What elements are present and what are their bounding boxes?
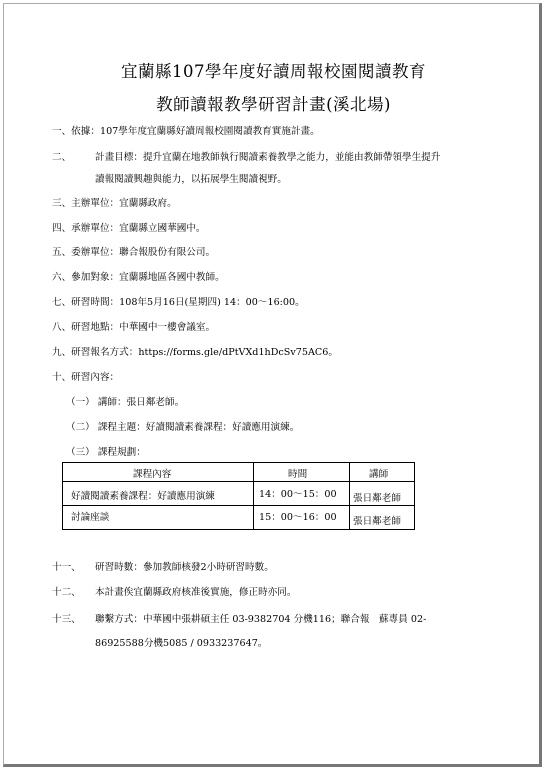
item-approval-number: 十二、 [52, 587, 81, 598]
table-cell-lecturer: 張日鄰老師 [353, 493, 401, 504]
schedule-table [62, 462, 415, 530]
subitem-topic: （二） 課程主題：好讀閱讀素養課程：好讀應用演練。 [66, 422, 300, 433]
table-cell-content: 討論座談 [71, 512, 110, 523]
item-approval-text: 本計畫俟宜蘭縣政府核准後實施，修正時亦同。 [95, 587, 297, 598]
page-border [3, 3, 542, 767]
item-hours-text: 研習時數：參加教師核發2小時研習時數。 [95, 562, 274, 573]
item-host: 四、承辦單位：宜蘭縣立國華國中。 [52, 223, 206, 234]
table-header-time: 時間 [288, 469, 308, 480]
table-header-content: 課程內容 [133, 469, 172, 480]
item-contact-text: 聯繫方式：中華國中張耕碩主任 03-9382704 分機116；聯合報 蘇專員 02- [95, 614, 427, 625]
item-goal-text: 計畫目標：提升宜蘭在地教師執行閱讀素養教學之能力，並能由教師帶領學生提升 [95, 152, 441, 163]
item-contact-continuation: 86925588分機5085 / 0933237647。 [95, 638, 268, 649]
table-divider [349, 463, 350, 529]
table-divider [63, 505, 414, 506]
table-cell-time: 15：00～16：00 [259, 512, 337, 523]
table-header-lecturer: 講師 [369, 469, 389, 480]
table-cell-lecturer: 張日鄰老師 [353, 516, 401, 527]
item-organizer: 三、主辦單位：宜蘭縣政府。 [52, 198, 177, 209]
item-content: 十、研習內容： [52, 372, 120, 383]
table-divider [253, 463, 254, 529]
table-divider [63, 481, 414, 482]
item-goal-continuation: 讀報閱讀興趣與能力，以拓展學生閱讀視野。 [95, 174, 287, 185]
table-cell-content: 好讀閱讀素養課程：好讀應用演練 [71, 491, 215, 502]
item-commissioner: 五、委辦單位：聯合報股份有限公司。 [52, 247, 216, 258]
item-time: 七、研習時間：108年5月16日(星期四) 14：00～16:00。 [52, 297, 305, 308]
item-basis: 一、依據：107學年度宜蘭縣好讀周報校園閱讀教育實施計畫。 [52, 126, 320, 137]
table-cell-time: 14：00～15：00 [259, 489, 337, 500]
subitem-lecturer: （一） 講師：張日鄰老師。 [66, 397, 185, 408]
item-registration: 九、研習報名方式：https://forms.gle/dPtVXd1hDcSv75AC6。 [52, 347, 338, 358]
item-contact-number: 十三、 [52, 614, 81, 625]
item-participants: 六、參加對象：宜蘭縣地區各國中教師。 [52, 272, 225, 283]
subitem-plan: （三） 課程規劃： [66, 447, 146, 458]
item-location: 八、研習地點：中華國中一樓會議室。 [52, 322, 216, 333]
item-hours-number: 十一、 [52, 562, 81, 573]
document-title-line-2: 教師讀報教學研習計畫(溪北場) [156, 95, 391, 114]
document-title-line-1: 宜蘭縣107學年度好讀周報校園閱讀教育 [121, 62, 426, 81]
item-goal-number: 二、 [52, 152, 72, 163]
